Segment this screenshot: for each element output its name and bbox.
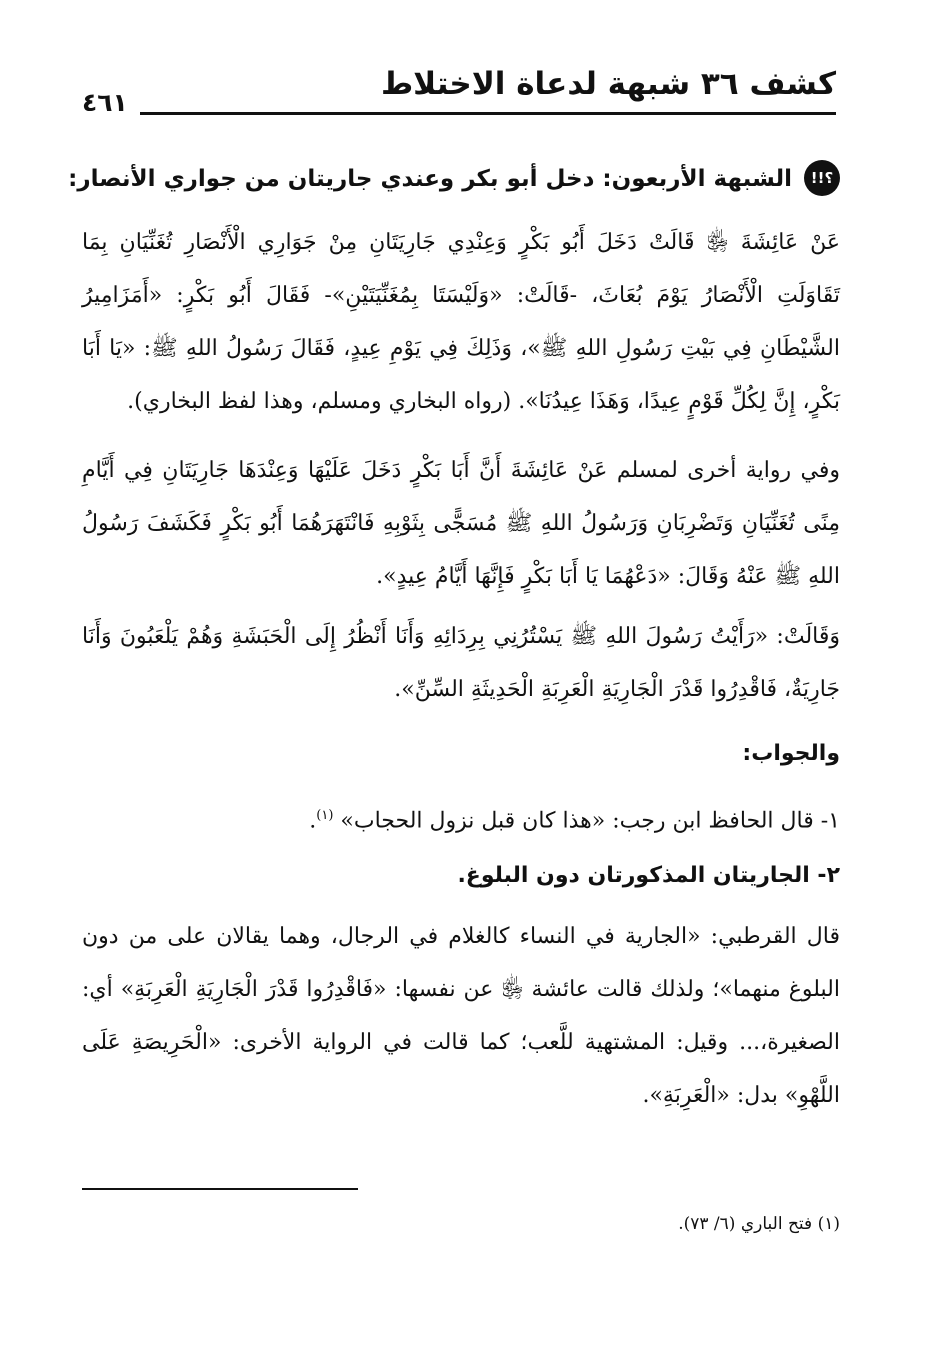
header-rule: [140, 112, 836, 115]
footnote-divider: [82, 1188, 358, 1190]
paragraph-text: وَقَالَتْ: «رَأَيْتُ رَسُولَ اللهِ ﷺ يَسْتُرُنِي بِرِدَائِهِ وَأَنَا أَنْظُرُ إِلَى الْحَبَشَةِ وَهُمْ يَلْعَبُونَ وَأَنَا جَارِيَةٌ، فَاقْدِرُوا قَدْرَ الْجَارِيَةِ الْعَرِبَةِ الْحَدِيثَةِ السِّنِّ».: [82, 624, 840, 702]
answer-title: والجواب:: [742, 741, 840, 766]
qurtubi-paragraph: [82, 910, 840, 1122]
footnote-ref[interactable]: (١): [316, 808, 334, 823]
footnote: (١) فتح الباري (٦/ ٧٣).: [678, 1214, 840, 1234]
exclamation-badge-icon: !!؟: [804, 160, 840, 196]
hadith-paragraph-1: [82, 216, 840, 428]
paragraph-text: عَنْ عَائِشَةَ ﵂ قَالَتْ دَخَلَ أَبُو بَكْرٍ وَعِنْدِي جَارِيَتَانِ مِنْ جَوَارِي الْأَنْصَارِ تُغَنِّيَانِ بِمَا تَقَاوَلَتِ الْأَنْصَارُ يَوْمَ بُعَاثَ، -قَالَتْ: «وَلَيْسَتَا بِمُغَنِّيَتَيْنِ»- فَقَالَ أَبُو بَكْرٍ: «أَمَزَامِيرُ الشَّيْطَانِ فِي بَيْتِ رَسُولِ اللهِ ﷺ»، وَذَلِكَ فِي يَوْمِ عِيدٍ، فَقَالَ رَسُولُ اللهِ ﷺ: «يَا أَبَا بَكْرٍ، إِنَّ لِكُلِّ قَوْمٍ عِيدًا، وَهَذَا عِيدُنَا». (رواه البخاري ومسلم، وهذا لفظ البخاري).: [82, 230, 840, 414]
answer-item-1-period: .: [309, 808, 317, 834]
section-heading-text: الشبهة الأربعون: دخل أبو بكر وعندي جاريتان من جواري الأنصار:: [68, 166, 792, 192]
hadith-paragraph-2: [82, 444, 840, 603]
section-heading: [68, 160, 840, 202]
page-number: ٤٦١: [82, 88, 128, 117]
hadith-paragraph-3: [82, 610, 840, 716]
page-header: [82, 62, 836, 124]
paragraph-text: وفي رواية أخرى لمسلم عَنْ عَائِشَةَ أَنَّ أَبَا بَكْرٍ دَخَلَ عَلَيْهَا وَعِنْدَهَا جَارِيَتَانِ فِي أَيَّامِ مِنًى تُغَنِّيَانِ وَتَضْرِبَانِ وَرَسُولُ اللهِ ﷺ مُسَجًّى بِثَوْبِهِ فَانْتَهَرَهُمَا أَبُو بَكْرٍ فَكَشَفَ رَسُولُ اللهِ ﷺ عَنْهُ وَقَالَ: «دَعْهُمَا يَا أَبَا بَكْرٍ فَإِنَّهَا أَيَّامُ عِيدٍ».: [82, 458, 840, 589]
book-title: كشف ٣٦ شبهة لدعاة الاختلاط: [380, 66, 836, 102]
paragraph-text: قال القرطبي: «الجارية في النساء كالغلام في الرجال، وهما يقالان على من دون البلوغ منهما»؛ ولذلك قالت عائشة ﵂ عن نفسها: «فَاقْدِرُوا قَدْرَ الْجَارِيَةِ الْعَرِبَةِ» أي: الصغيرة،... وقيل: المشتهية للَّعب؛ كما قالت في الرواية الأخرى: «الْحَرِيصَةِ عَلَى اللَّهْوِ» بدل: «الْعَرِبَةِ».: [82, 924, 840, 1108]
answer-item-1: [82, 796, 840, 841]
answer-item-1-text: ١- قال الحافظ ابن رجب: «هذا كان قبل نزول الحجاب»: [340, 808, 840, 834]
answer-item-2: ٢- الجاريتان المذكورتان دون البلوغ.: [457, 863, 840, 888]
